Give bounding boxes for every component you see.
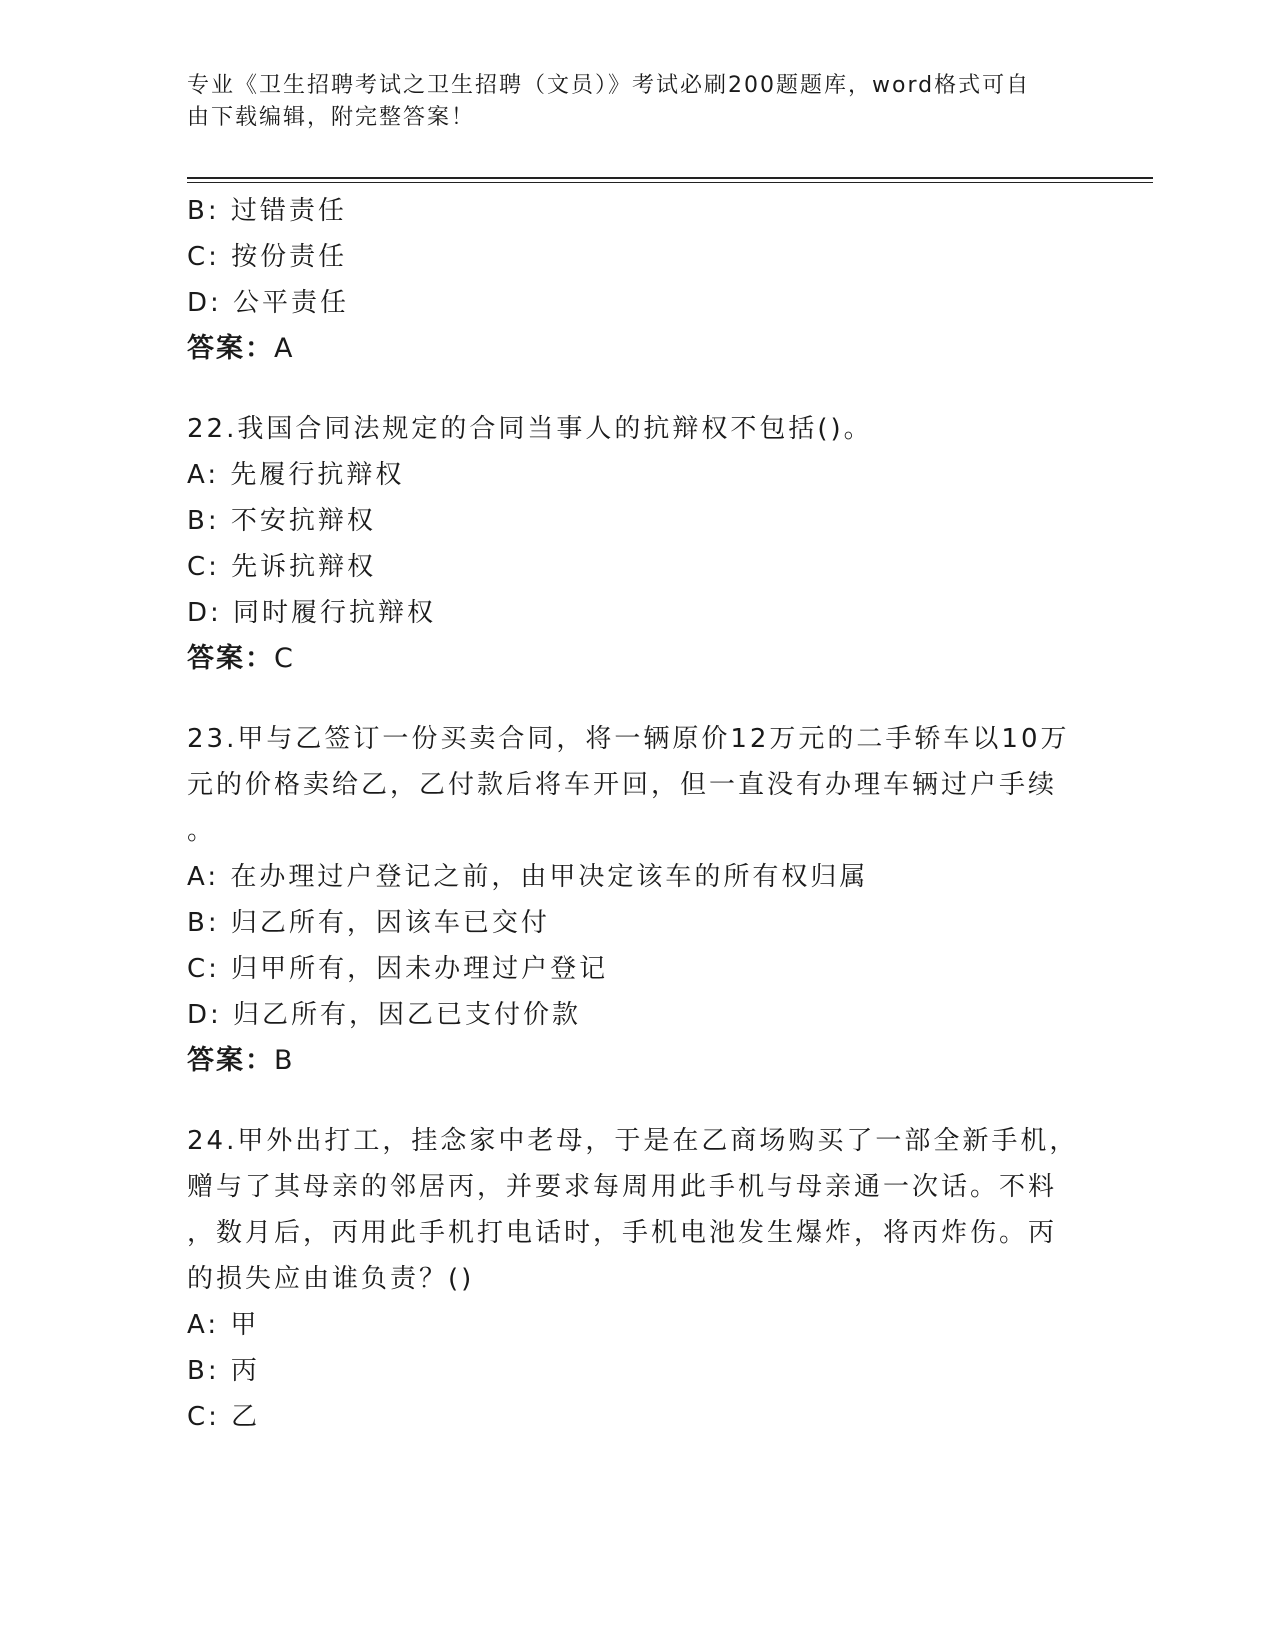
answer-line [187, 326, 1087, 372]
question-text-line-2: 元的价格卖给乙，乙付款后将车开回，但一直没有办理车辆过户手续 [187, 770, 1058, 800]
header-line-2: 由下载编辑，附完整答案！ [187, 105, 476, 130]
option-d: D: 归乙所有，因乙已支付价款 [187, 1000, 582, 1030]
option-d: D: 同时履行抗辩权 [187, 598, 437, 628]
answer-value: A [274, 333, 295, 364]
question-text-line-1: 23.甲与乙签订一份买卖合同，将一辆原价12万元的二手轿车以10万 [187, 724, 1070, 754]
answer-value: C [274, 643, 295, 674]
question-text-line-3: ，数月后，丙用此手机打电话时，手机电池发生爆炸，将丙炸伤。丙 [187, 1218, 1058, 1248]
header-rule-thick [187, 177, 1153, 179]
answer-label: 答案： [187, 643, 274, 674]
document-header [187, 70, 1067, 134]
option-c: C: 先诉抗辩权 [187, 552, 377, 582]
option-b: B: 归乙所有，因该车已交付 [187, 908, 550, 938]
header-rule-thin [187, 182, 1153, 183]
question-23 [187, 716, 1070, 1084]
option-a: A: 在办理过户登记之前，由甲决定该车的所有权归属 [187, 862, 869, 892]
question-24 [187, 1118, 1079, 1440]
option-c: C: 乙 [187, 1402, 261, 1432]
option-c: C: 归甲所有，因未办理过户登记 [187, 954, 609, 984]
question-text: 22.我国合同法规定的合同当事人的抗辩权不包括()。 [187, 414, 873, 444]
question-21 [187, 188, 1087, 372]
answer-value: B [274, 1045, 295, 1076]
question-text-line-2: 赠与了其母亲的邻居丙，并要求每周用此手机与母亲通一次话。不料 [187, 1172, 1058, 1202]
question-text-line-4: 的损失应由谁负责？() [187, 1264, 475, 1294]
answer-line [187, 636, 1067, 682]
option-d: D: 公平责任 [187, 288, 350, 318]
answer-label: 答案： [187, 333, 274, 364]
question-list [187, 188, 1087, 1440]
option-a: A: 甲 [187, 1310, 260, 1340]
option-b: B: 丙 [187, 1356, 260, 1386]
question-22 [187, 406, 1067, 682]
question-text-line-3: 。 [187, 816, 217, 846]
answer-label: 答案： [187, 1045, 274, 1076]
option-c: C: 按份责任 [187, 242, 348, 272]
answer-line [187, 1038, 1067, 1084]
question-text-line-1: 24.甲外出打工，挂念家中老母，于是在乙商场购买了一部全新手机， [187, 1126, 1079, 1156]
header-line-1: 专业《卫生招聘考试之卫生招聘（文员）》考试必刷200题题库，word格式可自 [187, 73, 1031, 98]
option-b: B: 不安抗辩权 [187, 506, 376, 536]
option-b: B: 过错责任 [187, 196, 347, 226]
option-a: A: 先履行抗辩权 [187, 460, 405, 490]
